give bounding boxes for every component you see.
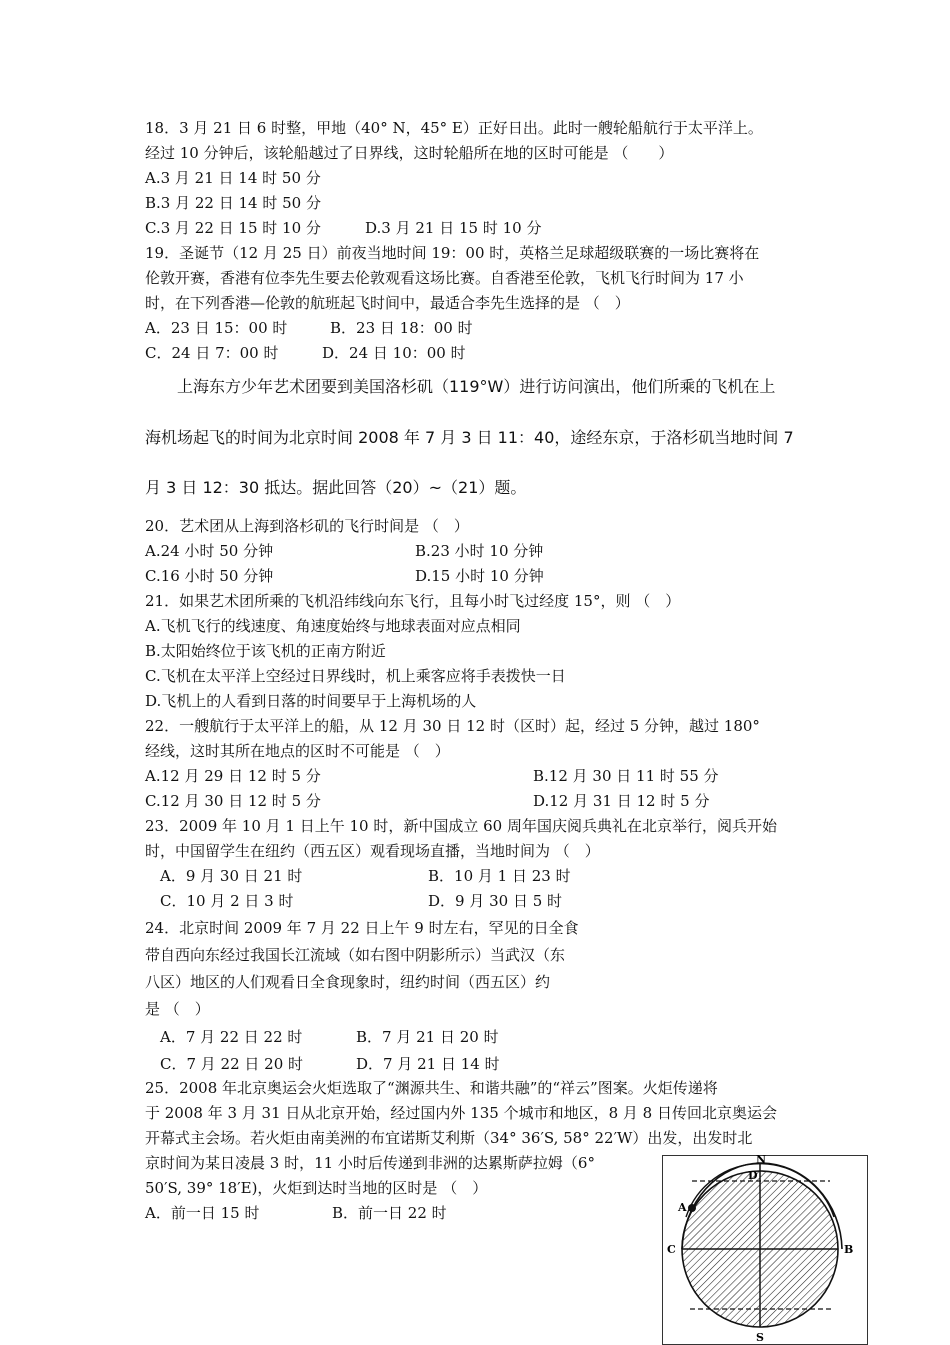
q23-stem-line2: 时，中国留学生在纽约（西五区）观看现场直播，当地时间为 （ ） bbox=[145, 842, 600, 860]
q19-stem-line2: 伦敦开赛，香港有位李先生要去伦敦观看这场比赛。自香港至伦敦，飞机飞行时间为 17 小 bbox=[145, 269, 744, 287]
q21-option-c: C.飞机在太平洋上空经过日界线时，机上乘客应将手表拨快一日 bbox=[145, 667, 566, 685]
q23-option-c: C．10 月 2 日 3 时 bbox=[160, 892, 294, 910]
label-a: A bbox=[678, 1201, 687, 1214]
q21-option-a: A.飞机飞行的线速度、角速度始终与地球表面对应点相同 bbox=[145, 617, 521, 635]
q23-option-d: D．9 月 30 日 5 时 bbox=[428, 892, 563, 910]
q18-option-a: A.3 月 21 日 14 时 50 分 bbox=[145, 169, 321, 187]
q24-option-a: A．7 月 22 日 22 时 bbox=[160, 1028, 303, 1046]
q20-option-a: A.24 小时 50 分钟 bbox=[145, 542, 274, 560]
q24-stem-line3: 八区）地区的人们观看日全食现象时，纽约时间（西五区）约 bbox=[145, 973, 551, 991]
q24-option-b: B．7 月 21 日 20 时 bbox=[356, 1028, 499, 1046]
q23-option-a: A．9 月 30 日 21 时 bbox=[160, 867, 303, 885]
q24-stem-line4: 是 （ ） bbox=[145, 1000, 210, 1018]
q21-option-d: D.飞机上的人看到日落的时间要早于上海机场的人 bbox=[145, 692, 477, 710]
q21-stem: 21．如果艺术团所乘的飞机沿纬线向东飞行，且每小时飞过经度 15°，则 （ ） bbox=[145, 592, 681, 610]
q22-option-d: D.12 月 31 日 12 时 5 分 bbox=[533, 792, 710, 810]
q24-option-d: D．7 月 21 日 14 时 bbox=[356, 1055, 500, 1073]
q18-option-c: C.3 月 22 日 15 时 10 分 bbox=[145, 219, 321, 237]
q25-stem-line3: 开幕式主会场。若火炬由南美洲的布宜诺斯艾利斯（34° 36′S, 58° 22′W）出发，出发时北 bbox=[145, 1129, 753, 1147]
q18-option-d: D.3 月 21 日 15 时 10 分 bbox=[365, 219, 542, 237]
q22-option-b: B.12 月 30 日 11 时 55 分 bbox=[533, 767, 719, 785]
q23-option-b: B．10 月 1 日 23 时 bbox=[428, 867, 571, 885]
q24-stem-line1: 24．北京时间 2009 年 7 月 22 日上午 9 时左右，罕见的日全食 bbox=[145, 919, 579, 937]
q19-option-d: D．24 日 10：00 时 bbox=[322, 344, 466, 362]
q25-stem-line5: 50′S, 39° 18′E)，火炬到达时当地的区时是 （ ） bbox=[145, 1179, 488, 1197]
q21-option-b: B.太阳始终位于该飞机的正南方附近 bbox=[145, 642, 386, 660]
passage-line1: 上海东方少年艺术团要到美国洛杉矶（119°W）进行访问演出，他们所乘的飞机在上 bbox=[177, 377, 776, 396]
q18-stem-line2: 经过 10 分钟后，该轮船越过了日界线，这时轮船所在地的区时可能是 （ ） bbox=[145, 144, 674, 162]
q19-option-b: B．23 日 18：00 时 bbox=[330, 319, 473, 337]
passage-line3: 月 3 日 12：30 抵达。据此回答（20）~（21）题。 bbox=[145, 478, 527, 497]
q19-stem-line3: 时，在下列香港—伦敦的航班起飞时间中，最适合李先生选择的是 （ ） bbox=[145, 294, 630, 312]
q20-option-b: B.23 小时 10 分钟 bbox=[415, 542, 544, 560]
q24-stem-line2: 带自西向东经过我国长江流域（如右图中阴影所示）当武汉（东 bbox=[145, 946, 566, 964]
q25-stem-line4: 京时间为某日凌晨 3 时，11 小时后传递到非洲的达累斯萨拉姆（6° bbox=[145, 1154, 595, 1172]
q19-stem-line1: 19．圣诞节（12 月 25 日）前夜当地时间 19：00 时，英格兰足球超级联赛的一场比赛将在 bbox=[145, 244, 760, 262]
q19-option-a: A．23 日 15：00 时 bbox=[145, 319, 288, 337]
q23-stem-line1: 23．2009 年 10 月 1 日上午 10 时，新中国成立 60 周年国庆阅兵典礼在北京举行，阅兵开始 bbox=[145, 817, 777, 835]
q25-stem-line1: 25．2008 年北京奥运会火炬选取了“渊源共生、和谐共融”的“祥云”图案。火炬传递将 bbox=[145, 1079, 718, 1097]
q25-option-a: A．前一日 15 时 bbox=[145, 1204, 260, 1222]
label-n: N bbox=[756, 1155, 767, 1166]
label-d: D bbox=[748, 1169, 758, 1182]
label-c: C bbox=[667, 1243, 676, 1256]
q18-option-b: B.3 月 22 日 14 时 50 分 bbox=[145, 194, 321, 212]
label-b: B bbox=[844, 1243, 854, 1256]
q22-stem-line2: 经线，这时其所在地点的区时不可能是 （ ） bbox=[145, 742, 450, 760]
q25-option-b: B．前一日 22 时 bbox=[332, 1204, 447, 1222]
q22-stem-line1: 22．一艘航行于太平洋上的船，从 12 月 30 日 12 时（区时）起，经过 5 分钟，越过 180° bbox=[145, 717, 760, 735]
earth-diagram bbox=[662, 1155, 868, 1345]
q19-option-c: C．24 日 7：00 时 bbox=[145, 344, 279, 362]
q25-stem-line2: 于 2008 年 3 月 31 日从北京开始，经过国内外 135 个城市和地区，8 月 8 日传回北京奥运会 bbox=[145, 1104, 777, 1122]
point-a bbox=[688, 1204, 696, 1212]
q18-stem-line1: 18．3 月 21 日 6 时整，甲地（40° N，45° E）正好日出。此时一艘轮船航行于太平洋上。 bbox=[145, 119, 763, 137]
q20-option-d: D.15 小时 10 分钟 bbox=[415, 567, 544, 585]
passage-line2: 海机场起飞的时间为北京时间 2008 年 7 月 3 日 11：40，途经东京，于洛杉矶当地时间 7 bbox=[145, 428, 794, 447]
q22-option-c: C.12 月 30 日 12 时 5 分 bbox=[145, 792, 321, 810]
q22-option-a: A.12 月 29 日 12 时 5 分 bbox=[145, 767, 321, 785]
q20-stem: 20．艺术团从上海到洛杉矶的飞行时间是 （ ） bbox=[145, 517, 469, 535]
label-s: S bbox=[756, 1331, 764, 1344]
q24-option-c: C．7 月 22 日 20 时 bbox=[160, 1055, 304, 1073]
q20-option-c: C.16 小时 50 分钟 bbox=[145, 567, 274, 585]
